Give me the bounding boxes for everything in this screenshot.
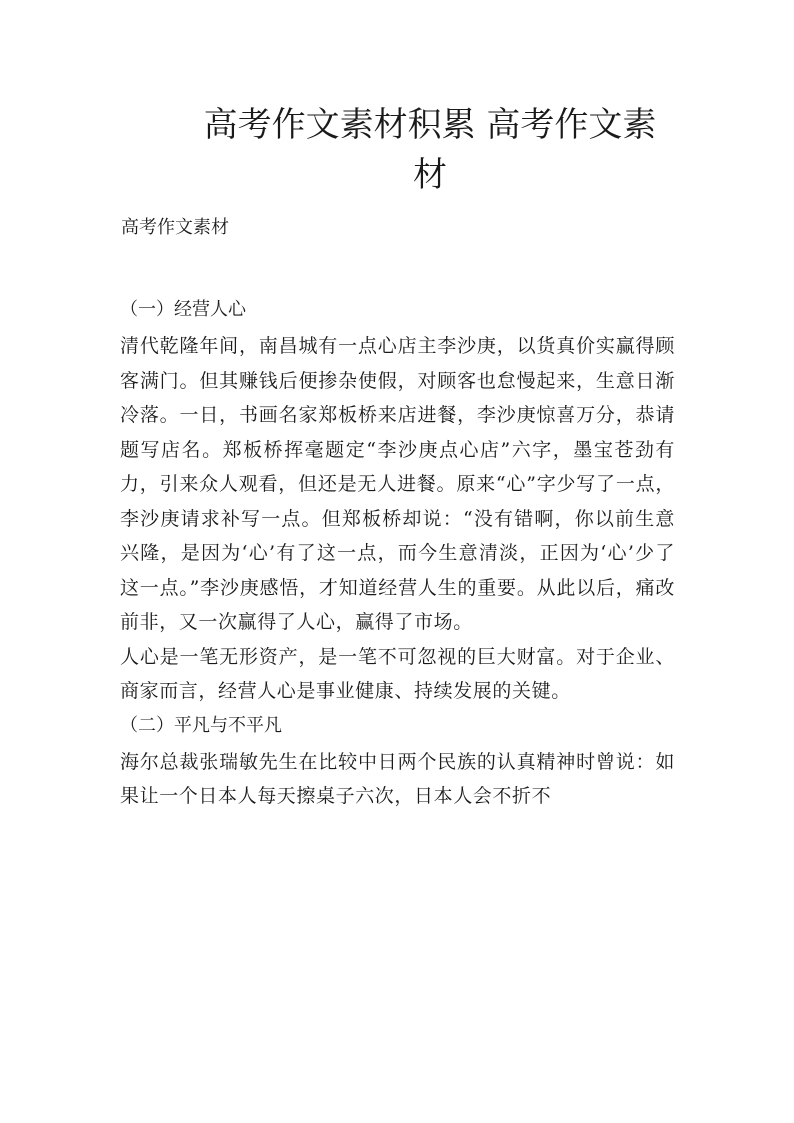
document-body <box>120 293 675 814</box>
section-heading: （一）经营人心 <box>120 299 246 320</box>
paragraph: 人心是一笔无形资产，是一笔不可忽视的巨大财富。对于企业、商家而言，经营人心是事业健康、持续发展的关键。 <box>120 645 675 702</box>
paragraph: 海尔总裁张瑞敏先生在比较中日两个民族的认真精神时曾说：如果让一个日本人每天擦桌子六次，日本人会不折不 <box>120 750 675 807</box>
document-title <box>180 100 680 200</box>
document-subtitle: 高考作文素材 <box>121 217 229 238</box>
paragraph: 清代乾隆年间，南昌城有一点心店主李沙庚，以货真价实赢得顾客满门。但其赚钱后便掺杂使假，对顾客也怠慢起来，生意日渐冷落。一日，书画名家郑板桥来店进餐，李沙庚惊喜万分，恭请题写店名。郑板桥挥毫题定“李沙庚点心店”六字，墨宝苍劲有力，引来众人观看，但还是无人进餐。原来“心”字少写了一点，李沙庚请求补写一点。但郑板桥却说：“没有错啊，你以前生意兴隆，是因为‘心’有了这一点，而今生意清淡，正因为‘心’少了这一点。”李沙庚感悟，才知道经营人生的重要。从此以后，痛改前非，又一次赢得了人心，赢得了市场。 <box>120 335 675 633</box>
section-heading: （二）平凡与不平凡 <box>120 714 282 736</box>
title-line-2: 材 <box>413 155 447 195</box>
title-line-1: 高考作文素材积累 高考作文素 <box>203 105 657 145</box>
